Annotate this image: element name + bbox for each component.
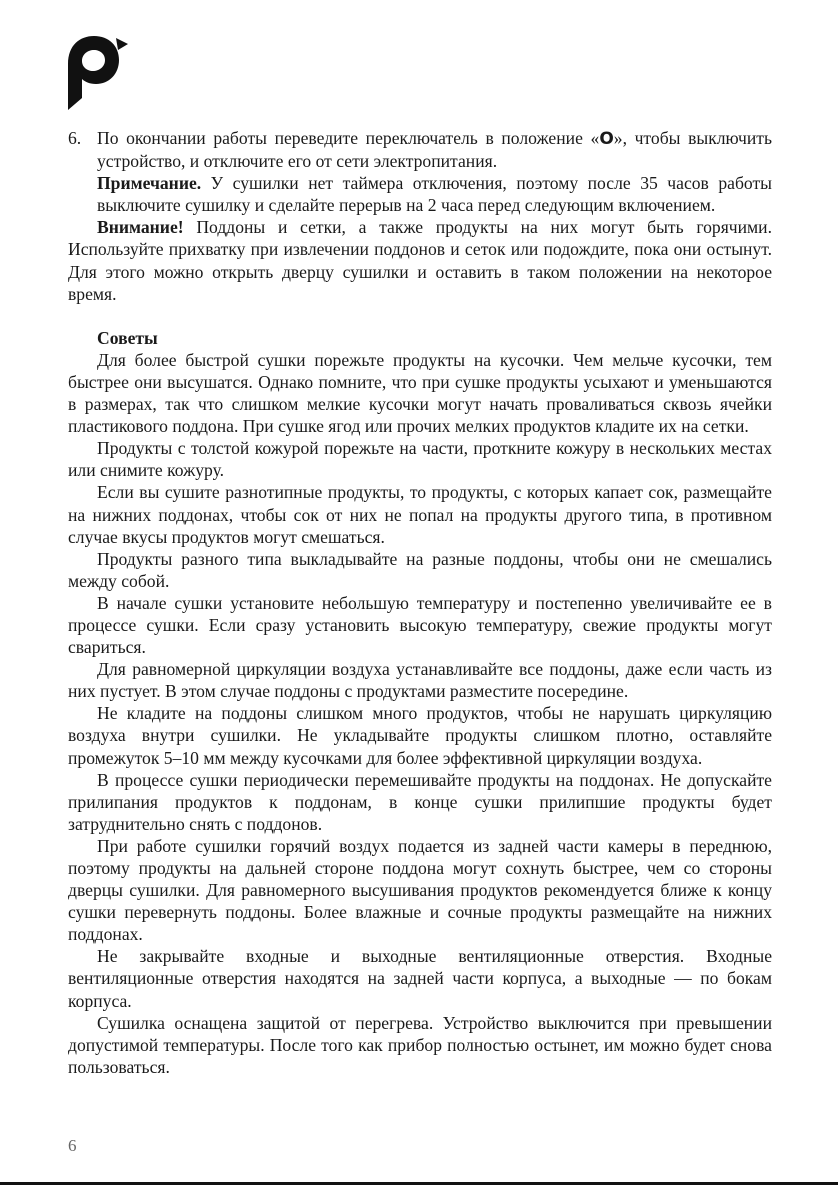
- tip-paragraph: В начале сушки установите небольшую температуру и постепенно увеличивайте ее в процессе сушки. Если сразу установить высокую температуру, свежие продукты могут свариться.: [68, 592, 772, 658]
- tip-paragraph: Сушилка оснащена защитой от перегрева. Устройство выключится при превышении допустимой температуры. После того как прибор полностью остынет, им можно будет снова пользоваться.: [68, 1012, 772, 1077]
- warning-text: Поддоны и сетки, а также продукты на них могут быть горячими. Используйте прихватку при извлечении поддонов и сеток или подождите, пока они остынут. Для этого можно открыть дверцу сушилки и оставить в таком положении на некоторое время.: [68, 217, 772, 304]
- tip-paragraph: Для равномерной циркуляции воздуха устанавливайте все поддоны, даже если часть из них пустует. В этом случае поддоны с продуктами разместите посередине.: [68, 659, 772, 702]
- tip-paragraph: Если вы сушите разнотипные продукты, то продукты, с которых капает сок, размещайте на нижних поддонах, чтобы сок от них не попал на продукты другого типа, в противном случае вкусы продуктов могут смешаться.: [68, 482, 772, 547]
- tips-heading: Советы: [97, 327, 158, 348]
- tip-paragraph: Не закрывайте входные и выходные вентиляционные отверстия. Входные вентиляционные отверстия находятся на задней части корпуса, а выходные — по бокам корпуса.: [68, 946, 772, 1011]
- tip-paragraph: Для более быстрой сушки порежьте продукты на кусочки. Чем мельче кусочки, тем быстрее они высушатся. Однако помните, что при сушке продукты усыхают и уменьшаются в размерах, так что слишком мелкие кусочки могут начать проваливаться сквозь ячейки пластикового поддона. При сушке ягод или прочих мелких продуктов кладите их на сетки.: [68, 349, 772, 437]
- note-label: Примечание.: [97, 173, 202, 194]
- off-position-symbol: O: [599, 129, 614, 149]
- warning-label: Внимание!: [97, 217, 184, 238]
- item-text-b: », чтобы выключить устройство, и отключите его от сети электропитания.: [97, 128, 772, 172]
- item-number: 6.: [68, 128, 82, 148]
- page-number: 6: [68, 1136, 77, 1155]
- tip-paragraph: Продукты с толстой кожурой порежьте на части, проткните кожуру в нескольких местах или снимите кожуру.: [68, 438, 772, 481]
- instruction-item-6: [68, 127, 772, 172]
- note-paragraph: [68, 172, 772, 216]
- tip-paragraph: При работе сушилки горячий воздух подается из задней части камеры в переднюю, поэтому продукты на дальней стороне поддона могут сохнуть быстрее, чем со стороны дверцы сушилки. Для равномерного высушивания продуктов рекомендуется ближе к концу сушки перевернуть поддоны. Более влажные и сочные продукты размещайте на нижних поддонах.: [68, 835, 772, 945]
- item-text-a: По окончании работы переведите переключатель в положение «: [97, 128, 600, 148]
- content-body: [68, 127, 772, 1078]
- tip-paragraph: Продукты разного типа выкладывайте на разные поддоны, чтобы они не смешались между собой.: [68, 548, 772, 591]
- warning-paragraph: [68, 216, 772, 304]
- item-text: [97, 127, 772, 172]
- note-text: У сушилки нет таймера отключения, поэтому после 35 часов работы выключите сушилку и сделайте перерыв на 2 часа перед следующим включением.: [97, 173, 772, 216]
- tip-paragraph: В процессе сушки периодически перемешивайте продукты на поддонах. Не допускайте прилипания продуктов к поддонам, в конце сушки прилипшие продукты будет затруднительно снять с поддонов.: [68, 769, 772, 834]
- brand-logo-icon: [66, 34, 130, 110]
- tip-paragraph: Не кладите на поддоны слишком много продуктов, чтобы не нарушать циркуляцию воздуха внутри сушилки. Не укладывайте продукты слишком плотно, оставляйте промежуток 5–10 мм между кусочками для более эффективной циркуляции воздуха.: [68, 703, 772, 768]
